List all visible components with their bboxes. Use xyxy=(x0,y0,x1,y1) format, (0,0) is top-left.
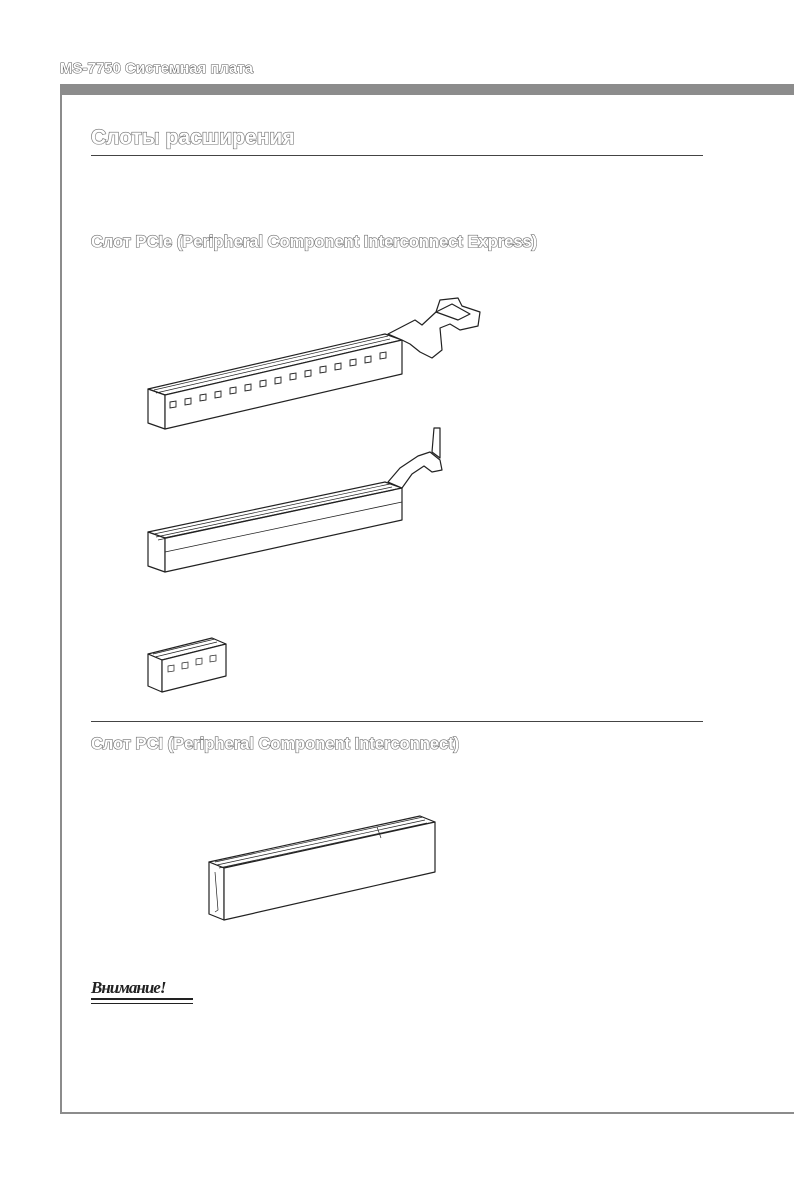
pcie-subtitle: Слот PCIe (Peripheral Component Interconnect Express) xyxy=(91,233,538,251)
pcie-x16-slot-figure xyxy=(140,292,490,432)
section-title-rule xyxy=(91,155,703,156)
pci-subtitle: Слот PCI (Peripheral Component Interconnect) xyxy=(91,735,460,753)
page-frame-left xyxy=(60,95,62,1114)
note-underline xyxy=(91,998,193,1000)
note-underline-2 xyxy=(91,1003,193,1004)
running-head: MS-7750 Системная плата xyxy=(60,60,253,77)
note-label: Внимание! xyxy=(91,978,166,997)
pcie-x1-slot-figure xyxy=(144,632,234,694)
section-title: Слоты расширения xyxy=(91,126,295,149)
header-bar xyxy=(60,84,794,95)
page-frame-bottom xyxy=(60,1112,794,1114)
pcie-x16-slot-alt-figure xyxy=(140,422,450,574)
section-divider xyxy=(91,721,703,722)
pci-slot-figure xyxy=(205,810,440,925)
